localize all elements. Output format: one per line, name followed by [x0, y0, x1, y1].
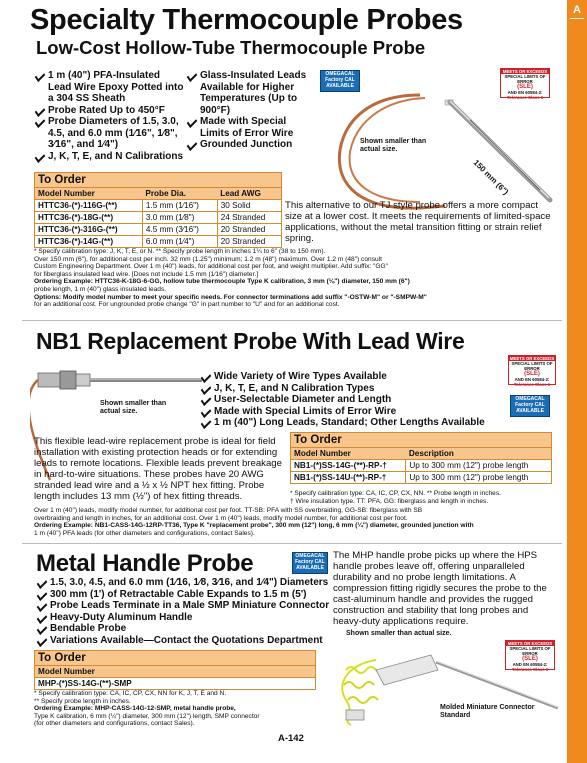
- feature-item: J, K, T, E, and N Calibration Types: [200, 383, 500, 395]
- table-row: HTTC36-(*)-316G-(**) 4.5 mm (3⁄16") 20 Stranded: [35, 224, 281, 236]
- feature-item: 1.5, 3.0, 4.5, and 6.0 mm (1⁄16, 1⁄8, 3⁄16, and 1⁄4") Diameters: [36, 577, 336, 589]
- section1-size-caption: Shown smaller than actual size.: [360, 138, 427, 153]
- feature-item: 1 m (40") Long Leads, Standard; Other Lengths Available: [200, 417, 500, 429]
- section-tab-letter: A: [573, 4, 581, 16]
- page-title: Specialty Thermocouple Probes: [30, 4, 463, 36]
- feature-item: Probe Rated Up to 450°F: [34, 105, 184, 117]
- section3-description: The MHP handle probe picks up where the HPS handle probes leave off, offering unparalleled durability and no probe length limitations. A compression fitting rigidly secures the probe to the cast-aluminum handle and provides the rugged construction and stability that long probes and heavy-duty applications require.: [333, 550, 547, 627]
- section3-order-table: [34, 650, 316, 690]
- table-row: MHP-(*)SS-14G-(**)-SMP: [35, 678, 315, 690]
- section2-size-caption: Shown smaller than actual size.: [100, 400, 167, 415]
- section1-features-left: [34, 70, 184, 162]
- section2-description: This flexible lead-wire replacement probe is ideal for field installation with existing protection heads or for extending leads to remote locations. Flexible leads prevent breakage in hard-to-wire situations. These probes have 20 AWG stranded lead wire and a ½ x ½ NPT hex fitting. Probe length includes 13 mm (½") of hex fitting threads.: [34, 436, 282, 502]
- column-header: Model Number: [35, 666, 315, 678]
- section1-features-right: [186, 70, 316, 151]
- omegacal-badge: OMEGACAL Factory CAL AVAILABLE: [292, 552, 328, 574]
- sle-badge: MEETS OR EXCEEDS SPECIAL LIMITS OF ERROR (SLE) AND EN 60584-2: Tolerance Class 1: [500, 68, 550, 98]
- column-header: Model Number: [35, 188, 142, 200]
- feature-item: Wide Variety of Wire Types Available: [200, 371, 500, 383]
- feature-item: Bendable Probe: [36, 623, 336, 635]
- feature-item: Grounded Junction: [186, 139, 316, 151]
- table-row: NB1-(*)SS-14U-(**)-RP-† Up to 300 mm (12") probe length: [291, 472, 551, 484]
- column-header: Lead AWG: [217, 188, 281, 200]
- section1-description: This alternative to our TJ style probe offers a more compact size at a lower cost. It meets the requirements of limited-space applications, without the metal transition fitting or strain relief spring.: [285, 200, 551, 244]
- feature-item: Made with Special Limits of Error Wire: [186, 116, 316, 139]
- feature-item: User-Selectable Diameter and Length: [200, 394, 500, 406]
- column-header: Description: [406, 448, 551, 460]
- omegacal-badge: OMEGACAL Factory CAL AVAILABLE: [510, 395, 550, 417]
- omegacal-badge: OMEGACAL Factory CAL AVAILABLE: [320, 70, 360, 92]
- section-divider: [22, 543, 562, 544]
- section-tab: [567, 0, 587, 763]
- feature-item: 300 mm (1') of Retractable Cable Expands to 1.5 m (5'): [36, 589, 336, 601]
- section2-features: [200, 371, 500, 429]
- section1-fine-print: * Specify calibration type: J, K, T, E, or N. ** Specify probe length in inches 1¼ to 6" (38 to 150 mm). Over 150 mm (6"), for additional cost per inch. 32 mm (1.25") minimum; 1.2 m (48") maximum. Over 1.2 m (48") consult Custom Engineering Department. Over 1 m (40") leads, for additional cost per foot, and weight multiplier. Add suffix: "GG" for fiberglass insulated lead wire. [Does not include 1.5 mm (1⁄16") diameter.] Ordering Example: HTTC36-K-18G-6-GG, hollow tube thermocouple Type K calibration, 3 mm (⅛") diameter, 150 mm (6") probe length, 1 m (40") glass insulated leads. Options: Modify model number to meet your specific needs. For connector terminations add suffix "-OSTW-M" or "-SMPW-M" for an additional cost. For ungrounded probe change "G" in part number to "U" and for an additional cost.: [34, 248, 427, 309]
- section-tab-rule: [570, 18, 584, 19]
- section1-subtitle: Low-Cost Hollow-Tube Thermocouple Probe: [36, 37, 426, 58]
- dimension-label: 150 mm (6"): [471, 158, 511, 197]
- table-row: HTTC36-(*)-116G-(**) 1.5 mm (1⁄16") 30 Solid: [35, 200, 281, 212]
- feature-item: J, K, T, E, and N Calibrations: [34, 151, 184, 163]
- feature-item: Variations Available—Contact the Quotations Department: [36, 635, 336, 647]
- section3-title: Metal Handle Probe: [36, 550, 254, 577]
- feature-item: Glass-Insulated Leads Available for Higher Temperatures (Up to 900°F): [186, 70, 316, 116]
- sle-badge: MEETS OR EXCEEDS SPECIAL LIMITS OF ERROR (SLE) AND EN 60584-2: Tolerance Class 1: [505, 640, 555, 670]
- connector-caption: Molded Miniature Connector Standard: [440, 704, 535, 719]
- column-header: Probe Dia.: [142, 188, 217, 200]
- section3-fine-print: * Specify calibration type: CA, IC, CP, CX, NN for K, J, T, E and N. ** Specify probe length in inches. Ordering Example: MHP-CASS-14G-12-SMP, metal handle probe, Type K calibration, 6 mm (¼") diameter, 300 mm (12") length, SMP connector (for other diameters and configurations, contact Sales).: [34, 690, 260, 728]
- section2-notes: * Specify calibration type: CA, IC, CP, CX, NN. ** Probe length in inches. † Wire insulation type. TT: PFA, GG: fiberglass and length in inches.: [290, 490, 501, 505]
- order-heading: To Order: [35, 651, 315, 665]
- section2-fine-print: Over 1 m (40") leads, modify model number, for additional cost per foot. TT-SB: PFA with SS overbraiding, GG-SB: fiberglass with SB overbraiding and length in inches, for an additional cost. Over 1 m (40") leads, modify model number, for additional cost per foot. Ordering Example: NB1-CASS-14G-12RP-TT36, Type K "replacement probe", 300 mm (12") long, 6 mm (¼") diameter, grounded junction with 1 m (40") PFA leads (for other diameters and configurations, contact Sales).: [34, 507, 474, 537]
- table-row: HTTC36-(*)-18G-(**) 3.0 mm (1⁄8") 24 Stranded: [35, 212, 281, 224]
- section2-order-table: [290, 432, 552, 484]
- order-heading: To Order: [291, 433, 551, 447]
- section-divider: [22, 320, 562, 321]
- feature-item: Probe Diameters of 1.5, 3.0, 4.5, and 6.0 mm (1⁄16", 1⁄8", 3⁄16", and 1⁄4"): [34, 116, 184, 151]
- page-number: A-142: [278, 733, 304, 744]
- section3-features: [36, 577, 336, 646]
- table-row: HTTC36-(*)-14G-(**) 6.0 mm (1⁄4") 20 Stranded: [35, 236, 281, 248]
- column-header: Model Number: [291, 448, 406, 460]
- section1-order-table: [34, 172, 282, 248]
- feature-item: Probe Leads Terminate in a Male SMP Miniature Connector: [36, 600, 336, 612]
- order-heading: To Order: [35, 173, 281, 187]
- table-row: NB1-(*)SS-14G-(**)-RP-† Up to 300 mm (12") probe length: [291, 460, 551, 472]
- section3-size-caption: Shown smaller than actual size.: [346, 630, 452, 637]
- feature-item: 1 m (40") PFA-Insulated Lead Wire Epoxy Potted into a 304 SS Sheath: [34, 70, 184, 105]
- section2-title: NB1 Replacement Probe With Lead Wire: [36, 328, 465, 354]
- sle-badge: MEETS OR EXCEEDS SPECIAL LIMITS OF ERROR (SLE) AND EN 60584-2: Tolerance Class 1: [509, 356, 555, 388]
- feature-item: Made with Special Limits of Error Wire: [200, 406, 500, 418]
- feature-item: Heavy-Duty Aluminum Handle: [36, 612, 336, 624]
